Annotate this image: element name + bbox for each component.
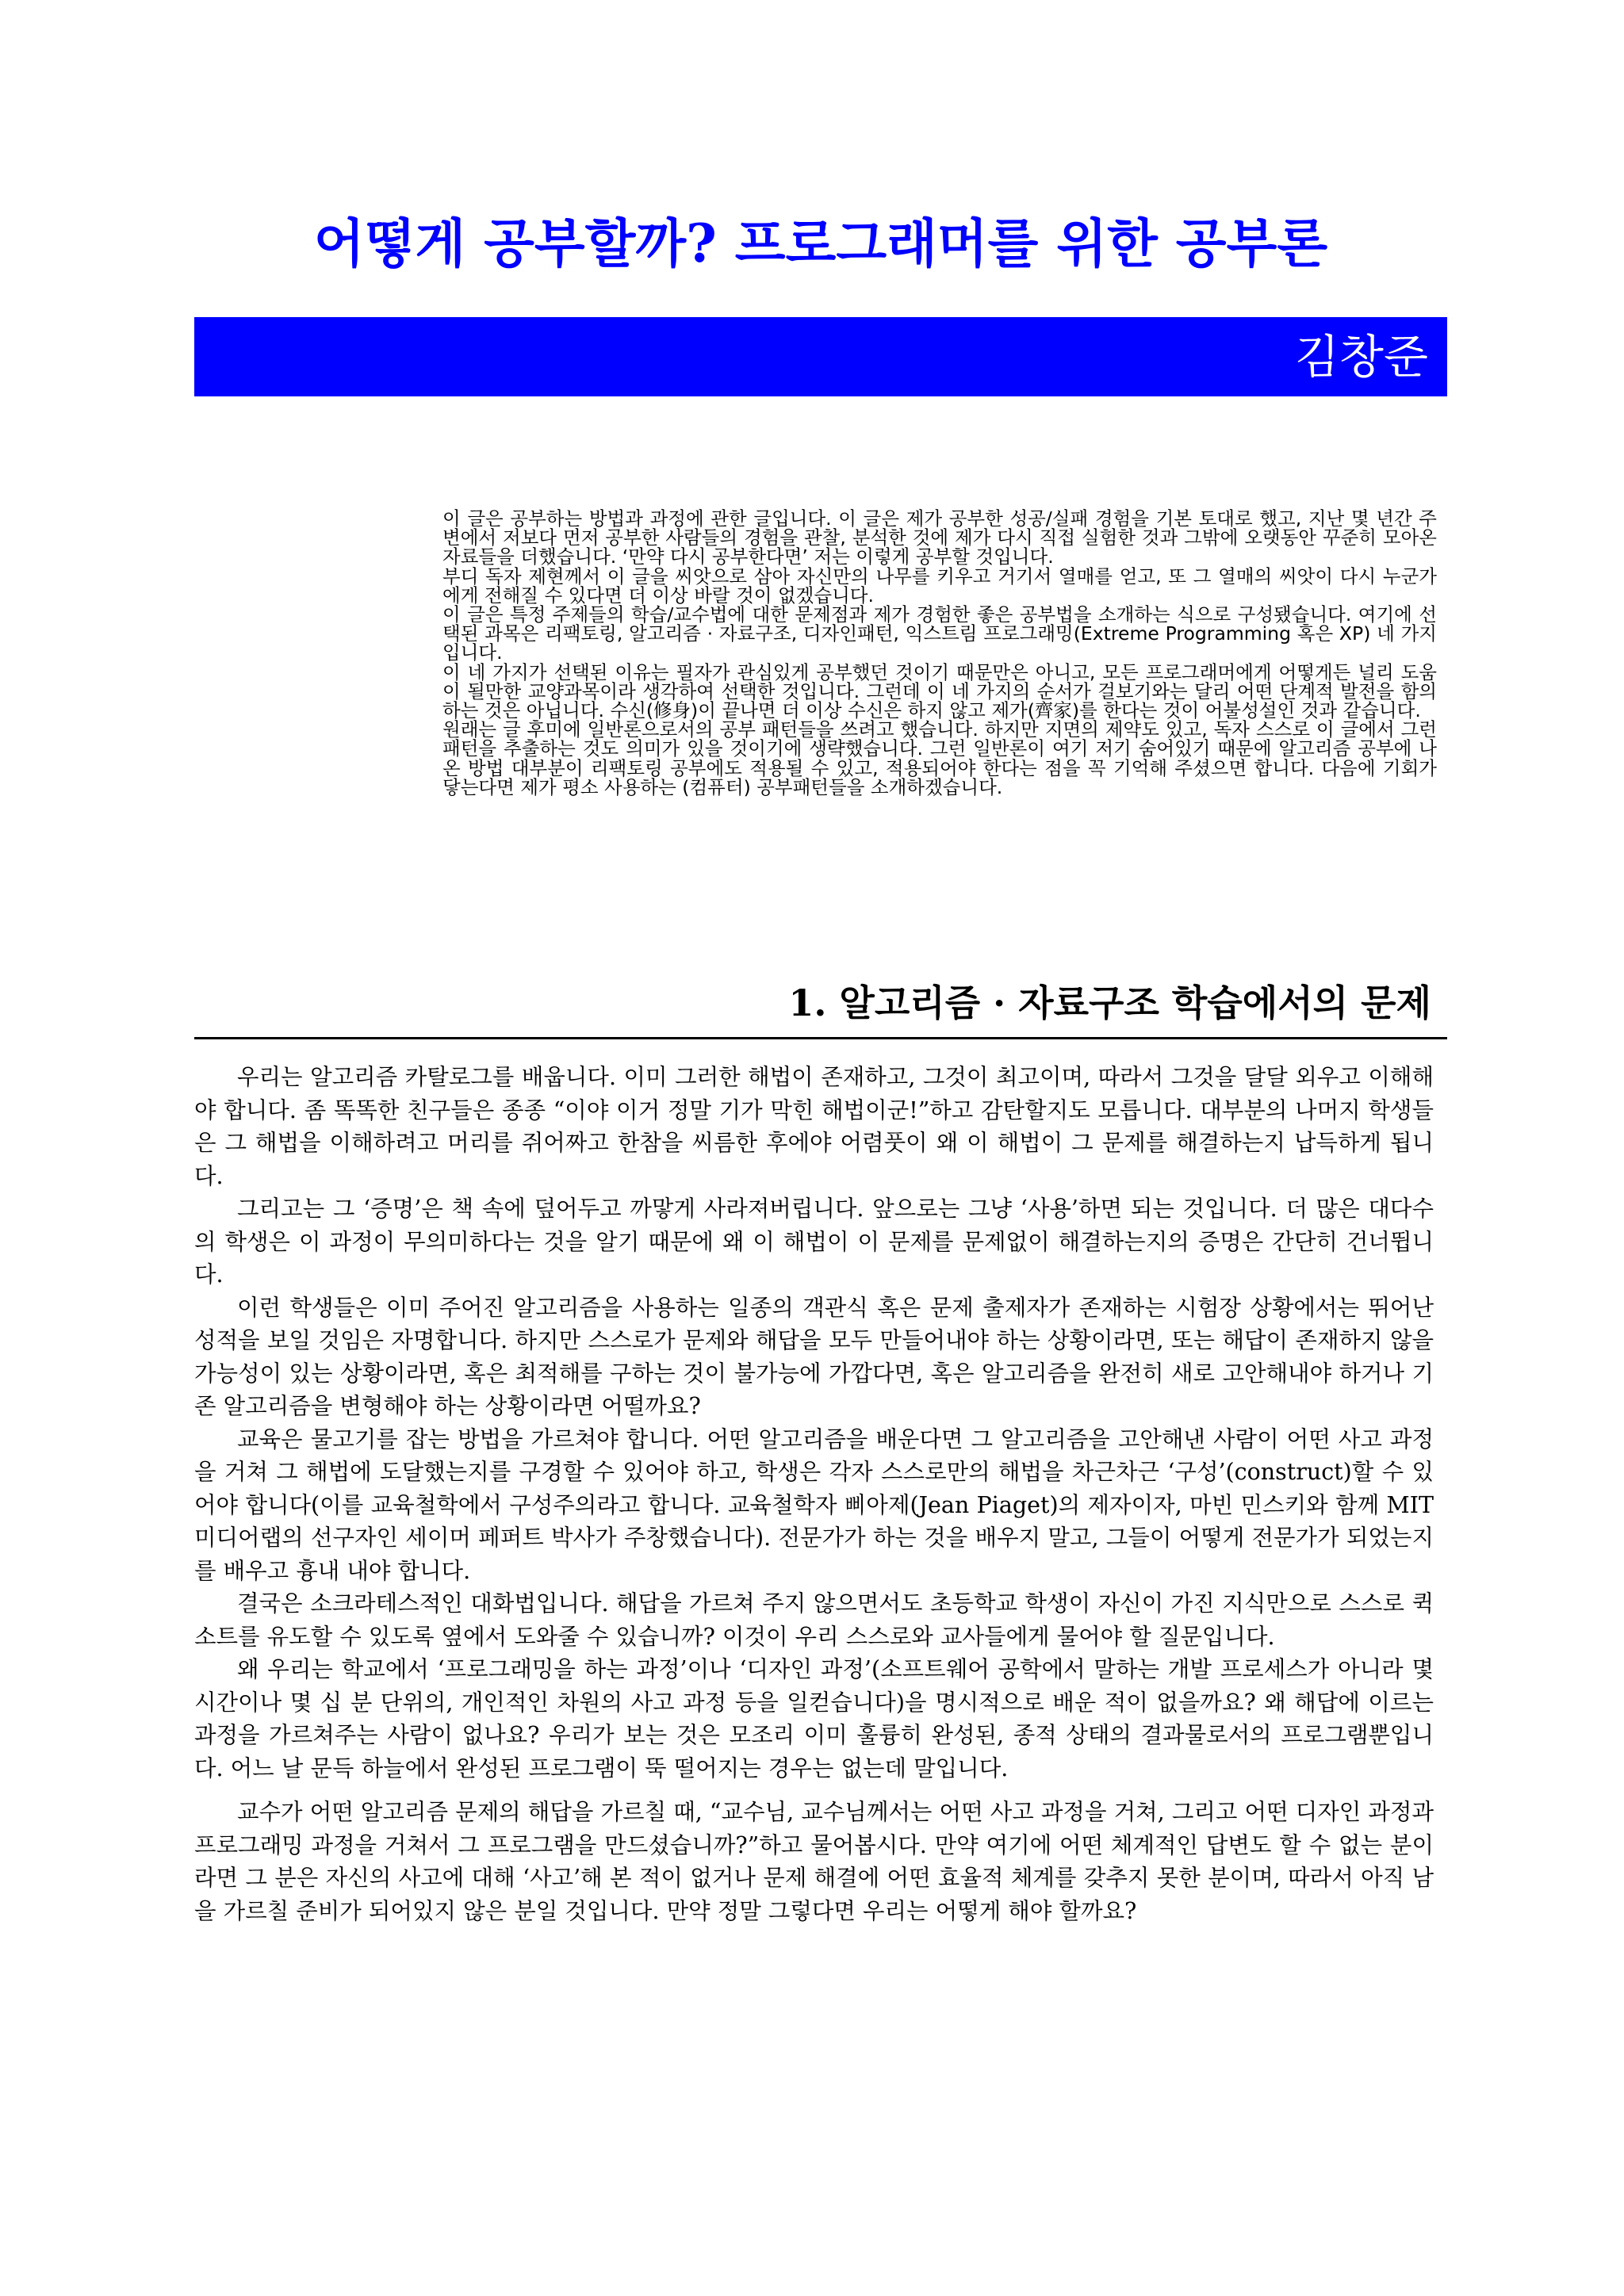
author-name: 김창준 <box>1294 330 1428 384</box>
body-paragraph: 왜 우리는 학교에서 ‘프로그래밍을 하는 과정’이나 ‘디자인 과정’(소프트웨어 공학에서 말하는 개발 프로세스가 아니라 몇 시간이나 몇 십 분 단위의, 개인적인 차원의 사고 과정 등을 일컫습니다)을 명시적으로 배운 적이 없을까요? 왜 해답에 이르는 과정을 가르쳐주는 사람이 없나요? 우리가 보는 것은 모조리 이미 훌륭히 완성된, 종적 상태의 결과물로서의 프로그램뿐입니다. 어느 날 문득 하늘에서 완성된 프로그램이 뚝 떨어지는 경우는 없는데 말입니다. <box>194 1656 1434 1781</box>
abstract-paragraph: 이 네 가지가 선택된 이유는 필자가 관심있게 공부했던 것이기 때문만은 아니고, 모든 프로그래머에게 어떻게든 널리 도움이 될만한 교양과목이라 생각하여 선택한 것입니다. 그런데 이 네 가지의 순서가 걸보기와는 달리 어떤 단계적 발전을 함의하는 것은 아닙니다. 수신(修身)이 끝나면 더 이상 수신은 하지 않고 제가(齊家)를 한다는 것이 어불성설인 것과 같습니다. <box>442 660 1437 722</box>
body-paragraph: 결국은 소크라테스적인 대화법입니다. 해답을 가르쳐 주지 않으면서도 초등학교 학생이 자신이 가진 지식만으로 스스로 퀵소트를 유도할 수 있도록 옆에서 도와줄 수 있습니까? 이것이 우리 스스로와 교사들에게 물어야 할 질문입니다. <box>194 1590 1434 1650</box>
author-banner <box>194 317 1447 396</box>
section-divider <box>194 1037 1447 1039</box>
body-paragraph: 우리는 알고리즘 카탈로그를 배웁니다. 이미 그러한 해법이 존재하고, 그것이 최고이며, 따라서 그것을 달달 외우고 이해해야 합니다. 좀 똑똑한 친구들은 종종 “이야 이거 정말 기가 막힌 해법이군!”하고 감탄할지도 모릅니다. 대부분의 나머지 학생들은 그 해법을 이해하려고 머리를 쥐어짜고 한참을 씨름한 후에야 어렴풋이 왜 이 해법이 그 문제를 해결하는지 납득하게 됩니다. <box>194 1064 1434 1189</box>
abstract <box>442 509 1437 797</box>
body-paragraph: 이런 학생들은 이미 주어진 알고리즘을 사용하는 일종의 객관식 혹은 문제 출제자가 존재하는 시험장 상황에서는 뛰어난 성적을 보일 것임은 자명합니다. 하지만 스스로가 문제와 해답을 모두 만들어내야 하는 상황이라면, 또는 해답이 존재하지 않을 가능성이 있는 상황이라면, 혹은 최적해를 구하는 것이 불가능에 가깝다면, 혹은 알고리즘을 완전히 새로 고안해내야 하거나 기존 알고리즘을 변형해야 하는 상황이라면 어떨까요? <box>194 1294 1434 1419</box>
abstract-paragraph: 부디 독자 제현께서 이 글을 씨앗으로 삼아 자신만의 나무를 키우고 거기서 열매를 얻고, 또 그 열매의 씨앗이 다시 누군가에게 전해질 수 있다면 더 이상 바랄 것이 없겠습니다. <box>442 564 1437 607</box>
abstract-paragraph: 이 글은 공부하는 방법과 과정에 관한 글입니다. 이 글은 제가 공부한 성공/실패 경험을 기본 토대로 했고, 지난 몇 년간 주변에서 저보다 먼저 공부한 사람들의 경험을 관찰, 분석한 것에 제가 다시 직접 실험한 것과 그밖에 오랫동안 꾸준히 모아온 자료들을 더했습니다. ‘만약 다시 공부한다면’ 저는 이렇게 공부할 것입니다. <box>442 507 1437 568</box>
section-body <box>194 1061 1434 1927</box>
body-paragraph: 교육은 물고기를 잡는 방법을 가르쳐야 합니다. 어떤 알고리즘을 배운다면 그 알고리즘을 고안해낸 사람이 어떤 사고 과정을 거쳐 그 해법에 도달했는지를 구경할 수 있어야 하고, 학생은 각자 스스로만의 해법을 차근차근 ‘구성’(construct)할 수 있어야 합니다(이를 교육철학에서 구성주의라고 합니다. 교육철학자 삐아제(Jean Piaget)의 제자이자, 마빈 민스키와 함께 MIT 미디어랩의 선구자인 세이머 페퍼트 박사가 주창했습니다). 전문가가 하는 것을 배우지 말고, 그들이 어떻게 전문가가 되었는지를 배우고 흉내 내야 합니다. <box>194 1425 1434 1584</box>
body-paragraph: 그리고는 그 ‘증명’은 책 속에 덮어두고 까맣게 사라져버립니다. 앞으로는 그냥 ‘사용’하면 되는 것입니다. 더 많은 대다수의 학생은 이 과정이 무의미하다는 것을 알기 때문에 왜 이 해법이 이 문제를 문제없이 해결하는지의 증명은 간단히 건너뜁니다. <box>194 1196 1434 1288</box>
abstract-paragraph: 원래는 글 후미에 일반론으로서의 공부 패턴들을 쓰려고 했습니다. 하지만 지면의 제약도 있고, 독자 스스로 이 글에서 그런 패턴을 추출하는 것도 의미가 있을 것이기에 생략했습니다. 그런 일반론이 여기 저기 숨어있기 때문에 알고리즘 공부에 나온 방법 대부분이 리팩토링 공부에도 적용될 수 있고, 적용되어야 한다는 점을 꼭 기억해 주셨으면 합니다. 다음에 기회가 닿는다면 제가 평소 사용하는 (컴퓨터) 공부패턴들을 소개하겠습니다. <box>442 718 1437 798</box>
section-heading: 1. 알고리즘 · 자료구조 학습에서의 문제 <box>788 982 1431 1024</box>
document-title: 어떻게 공부할까? 프로그래머를 위한 공부론 <box>313 212 1328 274</box>
body-paragraph: 교수가 어떤 알고리즘 문제의 해답을 가르칠 때, “교수님, 교수님께서는 어떤 사고 과정을 거쳐, 그리고 어떤 디자인 과정과 프로그래밍 과정을 거쳐서 그 프로그램을 만드셨습니까?”하고 물어봅시다. 만약 여기에 어떤 체계적인 답변도 할 수 없는 분이라면 그 분은 자신의 사고에 대해 ‘사고’해 본 적이 없거나 문제 해결에 어떤 효율적 체계를 갖추지 못한 분이며, 따라서 아직 남을 가르칠 준비가 되어있지 않은 분일 것입니다. 만약 정말 그렇다면 우리는 어떻게 해야 할까요? <box>194 1799 1434 1924</box>
abstract-paragraph: 이 글은 특정 주제들의 학습/교수법에 대한 문제점과 제가 경험한 좋은 공부법을 소개하는 식으로 구성됐습니다. 여기에 선택된 과목은 리팩토링, 알고리즘 · 자료구조, 디자인패턴, 익스트림 프로그래밍(Extreme Programming 혹은 XP) 네 가지입니다. <box>442 603 1437 664</box>
